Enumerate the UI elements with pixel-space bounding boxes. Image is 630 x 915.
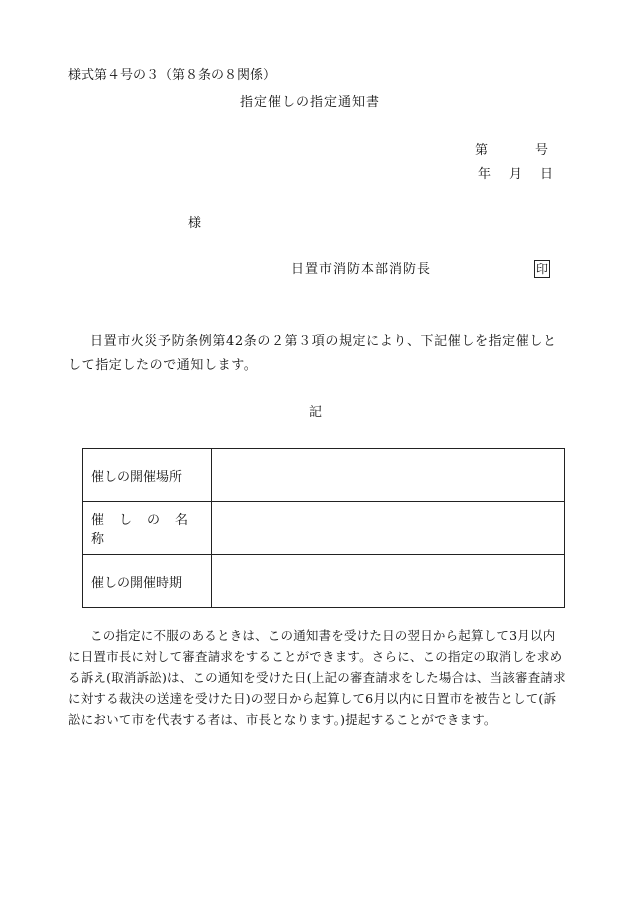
- addressee-honorific: 様: [188, 216, 202, 231]
- row-label-venue: 催しの開催場所: [83, 449, 212, 502]
- number-suffix: 号: [535, 143, 549, 158]
- row-label-period: 催しの開催時期: [83, 555, 212, 608]
- issuer-name: 日置市消防本部消防長: [291, 262, 432, 277]
- table-row: [83, 449, 565, 502]
- ki-heading: 記: [309, 405, 323, 420]
- row-value-name: [212, 502, 565, 555]
- date-line: [478, 167, 553, 183]
- date-day: 日: [540, 167, 554, 182]
- document-number-line: [475, 143, 548, 159]
- row-label-name: [83, 502, 212, 555]
- table-row: [83, 502, 565, 555]
- form-number-label: 様式第４号の３（第８条の８関係）: [68, 68, 277, 83]
- seal-mark: 印: [535, 262, 548, 276]
- body-paragraph: 日置市火災予防条例第42条の２第３項の規定により、下記催しを指定催しとして指定したので通知します。: [68, 334, 557, 373]
- date-month: 月: [509, 167, 523, 182]
- appeal-notice: この指定に不服のあるときは、この通知書を受けた日の翌日から起算して3月以内に日置市長に対して審査請求をすることができます。さらに、この指定の取消しを求める訴え(取消訴訟)は、この通知を受けた日(上記の審査請求をした場合は、当該審査請求に対する裁決の送達を受けた日)の翌日から起算して6月以内に日置市を被告として(訴訟において市を代表する者は、市長となります。)提起することができます。: [68, 628, 566, 727]
- table-row: [83, 555, 565, 608]
- document-title: 指定催しの指定通知書: [240, 95, 381, 110]
- row-value-venue: [212, 449, 565, 502]
- event-info-table: [82, 448, 565, 608]
- date-year: 年: [478, 167, 492, 182]
- number-prefix: 第: [475, 143, 489, 158]
- row-value-period: [212, 555, 565, 608]
- row-label-name-text: 催しの名称: [91, 513, 204, 547]
